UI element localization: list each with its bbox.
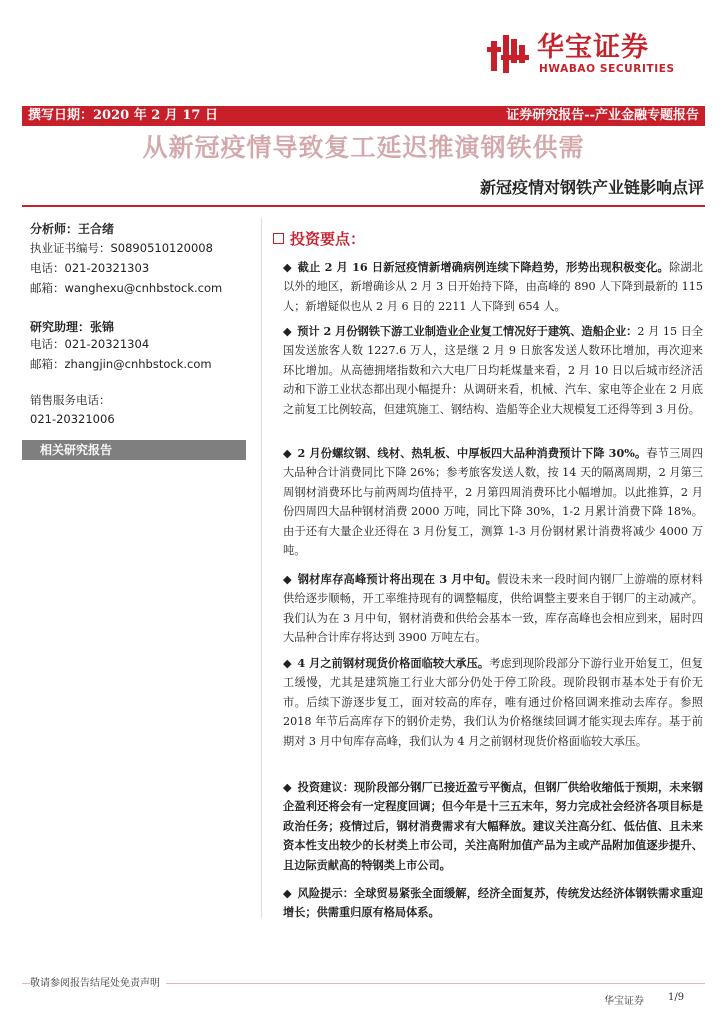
brand-name-en: HWABAO SECURITIES (539, 63, 675, 75)
highlight-lead: 钢材库存高峰预计将出现在 3 月中旬。 (297, 572, 498, 586)
report-title: 从新冠疫情导致复工延迟推演钢铁供需 (142, 133, 585, 162)
highlight-body: 假设未来一段时间内钢厂上游端的原材料供给逐步顺畅，开工率维持现有的调整幅度，供给调整主要来自于钢厂的主动减产。我们认为在 3 月中旬，钢材消费和供给会基本一致，库存高峰也会相应到来，届时四大品种合计库存将达到 3900 万吨左右。 (283, 573, 703, 645)
footer-disclaimer: 敬请参阅报告结尾处免责声明 (30, 974, 166, 989)
highlight-lead: 2 月份螺纹钢、线材、热轧板、中厚板四大品种消费预计下降 30%。 (297, 446, 647, 460)
analyst-phone: 电话：021-20321303 (30, 261, 150, 275)
hwabao-logo-icon (487, 33, 529, 75)
diamond-bullet-icon: ◆ (283, 260, 292, 274)
report-subtitle: 新冠疫情对钢铁产业链影响点评 (479, 178, 704, 197)
highlights-heading (273, 228, 365, 249)
highlight-item (283, 778, 703, 875)
diamond-bullet-icon: ◆ (283, 572, 292, 586)
assistant-phone: 电话：021-20321304 (30, 337, 150, 351)
highlight-body: 2 月 15 日全国发送旅客人数 1227.6 万人，这是继 2 月 9 日旅客发送人数环比增加，再次迎来环比增加。从高德拥堵指数和六大电厂日均耗煤量来看，2 月 10 日以后城市经济活动和下游工业状态都出现小幅提升：从调研来看，机械、汽车、家电等企业在 2 月底之前复工比例较高，但建筑施工、钢结构、造船等企业大规模复工还得等到 3 月份。 (283, 325, 704, 416)
diamond-bullet-icon: ◆ (283, 780, 292, 794)
highlights-heading-text: 投资要点： (290, 230, 366, 248)
related-reports-header: 相关研究报告 (22, 440, 246, 460)
analyst-name: 分析师：王合绪 (30, 222, 115, 236)
highlight-item (283, 258, 703, 316)
checkbox-square-icon (273, 233, 284, 244)
highlight-item (283, 570, 703, 648)
brand-logo (487, 33, 702, 75)
highlight-lead: 截止 2 月 16 日新冠疫情新增确病例连续下降趋势，形势出现积极变化。 (297, 260, 669, 274)
highlight-item (283, 884, 703, 923)
highlight-lead: 预计 2 月份钢铁下游工业制造业企业复工情况好于建筑、造船企业： (297, 324, 638, 338)
page-number: 1/9 (668, 992, 685, 1003)
highlight-body: 春节三周四大品种合计消费同比下降 26%；参考旅客发送人数，按 14 天的隔离周期，2 月第三周钢材消费环比与前两周均值持平，2 月第四周消费环比小幅增加。以此推算，2 月份四周四大品种钢材消费 2000 万吨，同比下降 30%，1-2 月累计消费下降 18%。由于还有大量企业还得在 3 月份复工，测算 1-3 月份钢材累计消费将减少 4000 万吨。 (283, 447, 703, 558)
highlight-item (283, 444, 703, 560)
sales-phone: 021-20321006 (30, 412, 115, 426)
diamond-bullet-icon: ◆ (283, 656, 292, 670)
diamond-bullet-icon: ◆ (283, 446, 292, 460)
diamond-bullet-icon: ◆ (283, 886, 292, 900)
header-banner (22, 106, 705, 126)
sales-label: 销售服务电话： (30, 393, 111, 407)
report-category: 证券研究报告--产业金融专题报告 (506, 108, 699, 123)
highlight-lead: 投资建议：现阶段部分钢厂已接近盈亏平衡点，但钢厂供给收缩低于预期，未来钢企盈利还将会有一定程度回调；但今年是十三五末年，努力完成社会经济各项目标是政治任务；疫情过后，钢材消费需求有大幅释放。建议关注高分红、低估值、且未来资本性支出较少的长材类上市公司，关注高附加值产品为主或产品附加值逐步提升、且边际贡献高的特钢类上市公司。 (283, 780, 703, 872)
analyst-cert: 执业证书编号：S0890510120008 (30, 241, 213, 255)
diamond-bullet-icon: ◆ (283, 324, 292, 338)
analyst-email[interactable]: 邮箱：wanghexu@cnhbstock.com (30, 281, 223, 295)
column-divider (261, 218, 262, 918)
highlight-body: 考虑到现阶段部分下游行业开始复工，但复工缓慢，尤其是建筑施工行业大部分仍处于停工阶段。现阶段钢市基本处于有价无市。后续下游逐步复工，面对较高的库存，唯有通过价格回调来推动去库存。参照 2018 年节后高库存下的钢价走势，我们认为价格继续回调才能实现去库存。基于前期对 3 月中旬库存高峰，我们认为 4 月之前钢材现货价格面临较大承压。 (283, 657, 703, 748)
assistant-email[interactable]: 邮箱：zhangjin@cnhbstock.com (30, 357, 212, 371)
assistant-name: 研究助理：张锦 (30, 320, 115, 334)
footer-brand: 华宝证券 (604, 996, 644, 1007)
highlight-item (283, 322, 703, 419)
highlight-lead: 4 月之前钢材现货价格面临较大承压。 (297, 656, 490, 670)
report-date: 撰写日期：2020 年 2 月 17 日 (28, 108, 218, 123)
header-divider (22, 205, 705, 207)
highlight-body: 除湖北以外的地区，新增确诊从 2 月 3 日开始持下降，由高峰的 890 人下降到最新的 115 人；新增疑似也从 2 月 6 日的 2211 人下降到 654 人。 (283, 261, 703, 313)
highlight-item (283, 654, 703, 751)
highlight-lead: 风险提示：全球贸易紧张全面缓解，经济全面复苏，传统发达经济体钢铁需求重迎增长；供需重归原有格局体系。 (283, 886, 703, 920)
brand-name-cn: 华宝证券 (537, 32, 649, 63)
